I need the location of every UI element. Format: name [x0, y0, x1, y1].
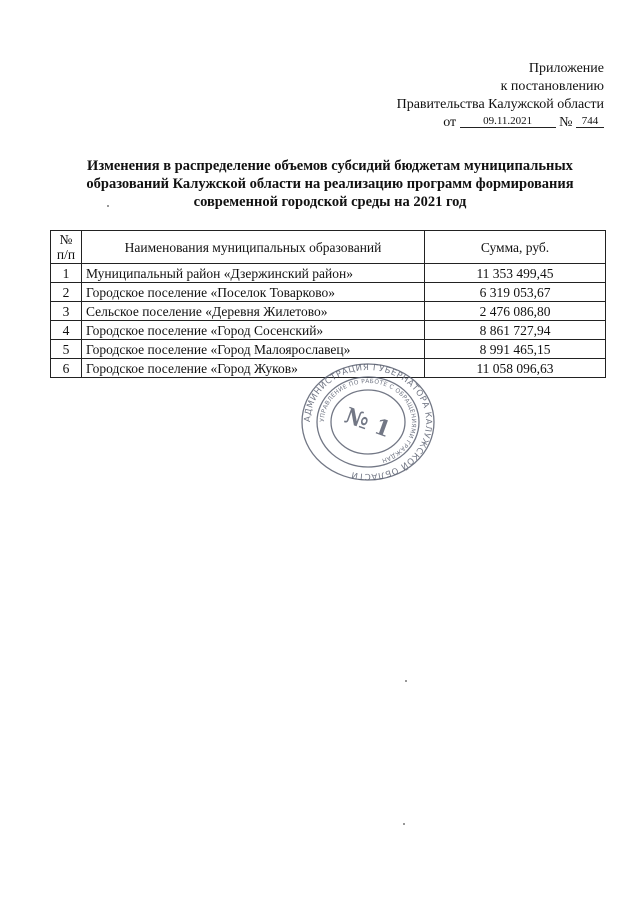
row-name: Городское поселение «Поселок Товарково» — [82, 283, 425, 302]
table-row — [51, 302, 606, 321]
row-num: 2 — [51, 283, 82, 302]
reference-line — [397, 114, 604, 132]
row-name: Городское поселение «Город Малоярославец» — [82, 340, 425, 359]
row-name: Городское поселение «Город Сосенский» — [82, 321, 425, 340]
scan-speck — [403, 823, 405, 825]
header-num: № п/п — [51, 231, 82, 264]
table-row — [51, 340, 606, 359]
row-sum: 11 353 499,45 — [425, 264, 606, 283]
header-name: Наименования муниципальных образований — [82, 231, 425, 264]
government-label: Правительства Калужской области — [396, 97, 604, 112]
row-sum: 8 861 727,94 — [425, 321, 606, 340]
subsidies-table — [50, 230, 606, 378]
resolution-date: 09.11.2021 — [460, 115, 556, 128]
scan-speck — [405, 680, 407, 682]
official-stamp — [298, 362, 438, 482]
row-name: Муниципальный район «Дзержинский район» — [82, 264, 425, 283]
stamp-number: № 1 — [341, 402, 395, 444]
number-prefix: № — [559, 115, 573, 130]
row-sum: 11 058 096,63 — [425, 359, 606, 378]
row-num: 6 — [51, 359, 82, 378]
document-title: Изменения в распределение объемов субсидий бюджетам муниципальных образований Калужской области на реализацию программ формирования современной городской среды на 2021 год — [86, 158, 574, 210]
table-row — [51, 264, 606, 283]
appendix-label: Приложение — [528, 61, 604, 76]
row-sum: 2 476 086,80 — [425, 302, 606, 321]
row-sum: 8 991 465,15 — [425, 340, 606, 359]
row-name: Сельское поселение «Деревня Жилетово» — [82, 302, 425, 321]
stamp-inner-text: УПРАВЛЕНИЕ ПО РАБОТЕ С ОБРАЩЕНИЯМИ ГРАЖДАН — [318, 377, 418, 464]
table-row — [51, 321, 606, 340]
header-sum: Сумма, руб. — [425, 231, 606, 264]
date-prefix: от — [443, 115, 457, 130]
row-name: Городское поселение «Город Жуков» — [82, 359, 425, 378]
row-num: 3 — [51, 302, 82, 321]
row-num: 5 — [51, 340, 82, 359]
resolution-label: к постановлению — [500, 79, 604, 94]
row-num: 1 — [51, 264, 82, 283]
document-header — [397, 60, 604, 132]
row-num: 4 — [51, 321, 82, 340]
table-header-row — [51, 231, 606, 264]
resolution-number: 744 — [576, 115, 604, 128]
scan-speck — [107, 205, 109, 207]
table-row — [51, 283, 606, 302]
stamp-outer-text: АДМИНИСТРАЦИЯ ГУБЕРНАТОРА КАЛУЖСКОЙ ОБЛАСТИ — [302, 362, 434, 482]
row-sum: 6 319 053,67 — [425, 283, 606, 302]
